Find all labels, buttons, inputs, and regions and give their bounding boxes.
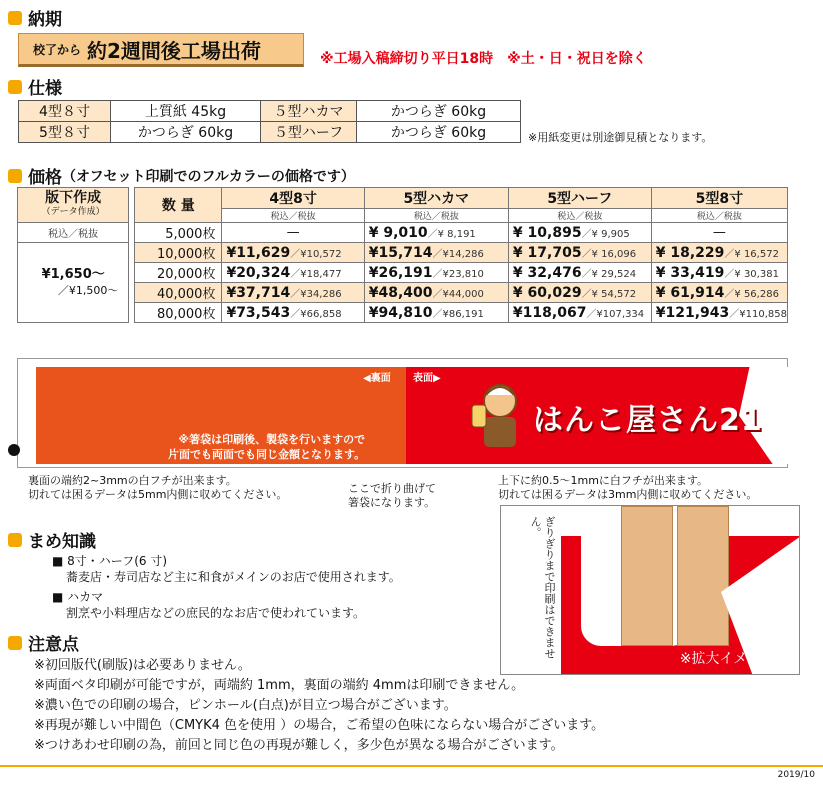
caption-left: 裏面の端約2~3mmの白フチが出来ます。 切れては困るデータは5mm内側に収めてください。 (28, 474, 288, 501)
band-note: ※箸袋は印刷後、製袋を行いますので 片面でも両面でも同じ金額となります。 (168, 433, 366, 461)
list-item: ※濃い色での印刷の場合，ピンホール(白点)が目立つ場合がございます。 (34, 698, 457, 713)
table-row: 20,000枚 ¥20,324／¥18,477 ¥26,191／¥23,810 ¥ 32,476／¥ 29,524 ¥ 33,419／¥ 30,381 (18, 263, 788, 283)
chopstick-icon (677, 506, 729, 646)
chopstick-icon (621, 506, 673, 646)
table-row: 税込／税抜 5,000枚 — ¥ 9,010／¥ 8,191 ¥ 10,895／¥ 9,905 — (18, 223, 788, 243)
back-label: ◀裏面 (363, 373, 391, 384)
bullet-icon (8, 169, 22, 183)
brand-logo: はんこ屋さん21 (533, 403, 763, 438)
list-item: ※初回版代(刷版)は必要ありません。 (34, 658, 251, 673)
fold-marker-icon (8, 444, 20, 456)
price-heading: 価格 （オフセット印刷でのフルカラーの価格です） (8, 163, 355, 188)
price-table (17, 187, 788, 323)
footer-rule (0, 765, 823, 767)
table-row: 40,000枚 ¥37,714／¥34,286 ¥48,400／¥44,000 ¥ 60,029／¥ 54,572 ¥ 61,914／¥ 56,286 (18, 283, 788, 303)
bullet-icon (8, 533, 22, 547)
cautions-list (34, 656, 604, 756)
zoom-image (500, 505, 800, 675)
chopstick-sleeve-diagram (17, 358, 788, 468)
lead-note: ※工場入稿締切り平日18時 ※土・日・祝日を除く (320, 51, 647, 67)
lead-prefix: 校了から (33, 42, 82, 57)
list-item: ※両面ベタ印刷が可能ですが，両端約 1mm，裏面の端約 4mmは印刷できません。 (34, 678, 525, 693)
spec-heading: 仕様 (8, 74, 62, 99)
tips-heading: まめ知識 (8, 527, 96, 552)
table-row: 5型８寸 かつらぎ 60kg ５型ハーフ かつらぎ 60kg (19, 122, 521, 143)
bullet-icon (8, 636, 22, 650)
spec-note: ※用紙変更は別途御見積となります。 (528, 131, 713, 144)
footer-date: 2019/10 (777, 770, 815, 780)
delivery-heading: 納期 (8, 5, 62, 30)
caption-fold: ここで折り曲げて 箸袋になります。 (348, 482, 436, 509)
mascot-icon (470, 379, 526, 449)
caption-right: 上下に約0.5～1mmに白フチが出来ます。 切れては困るデータは3mm内側に収めてください。 (498, 474, 758, 501)
table-row: ¥1,650～ ／¥1,500～ 10,000枚 ¥11,629／¥10,572 ¥15,714／¥14,286 ¥ 17,705／¥ 16,096 ¥ 18,229／¥ 16,572 (18, 243, 788, 263)
front-label: 表面▶ (413, 373, 441, 384)
zoom-label: ※拡大イメージ図 (679, 651, 789, 667)
lead-time-box (18, 33, 304, 67)
lead-main: 約2週間後工場出荷 (87, 38, 261, 63)
table-row: 4型８寸 上質紙 45kg ５型ハカマ かつらぎ 60kg (19, 101, 521, 122)
list-item: ※再現が難しい中間色（CMYK4 色を使用 ）の場合，ご希望の色味にならない場合がございます。 (34, 718, 605, 733)
zoom-vertical-text: ぎりぎりまで印刷はできません。 (529, 516, 556, 659)
bullet-icon (8, 80, 22, 94)
table-row: 80,000枚 ¥73,543／¥66,858 ¥94,810／¥86,191 ¥118,067／¥107,334 ¥121,943／¥110,858 (18, 303, 788, 323)
table-row: 版下作成 （データ作成） 数 量 4型8寸 5型ハカマ 5型ハーフ 5型8寸 (18, 188, 788, 209)
list-item: ※つけあわせ印刷の為，前回と同じ色の再現が難しく，多少色が異なる場合がございます。 (34, 738, 564, 753)
tips-list: ■ 8寸・ハーフ(6 寸) 蕎麦店・寿司店など主に和食がメインのお店で使用されます。 ■ ハカマ 割烹や小料理店などの庶民的なお店で使われています。 (52, 554, 401, 620)
spec-table (18, 100, 521, 143)
table-row: 税込／税抜 税込／税抜 税込／税抜 税込／税抜 (18, 209, 788, 223)
bullet-icon (8, 11, 22, 25)
cautions-heading: 注意点 (8, 630, 79, 655)
